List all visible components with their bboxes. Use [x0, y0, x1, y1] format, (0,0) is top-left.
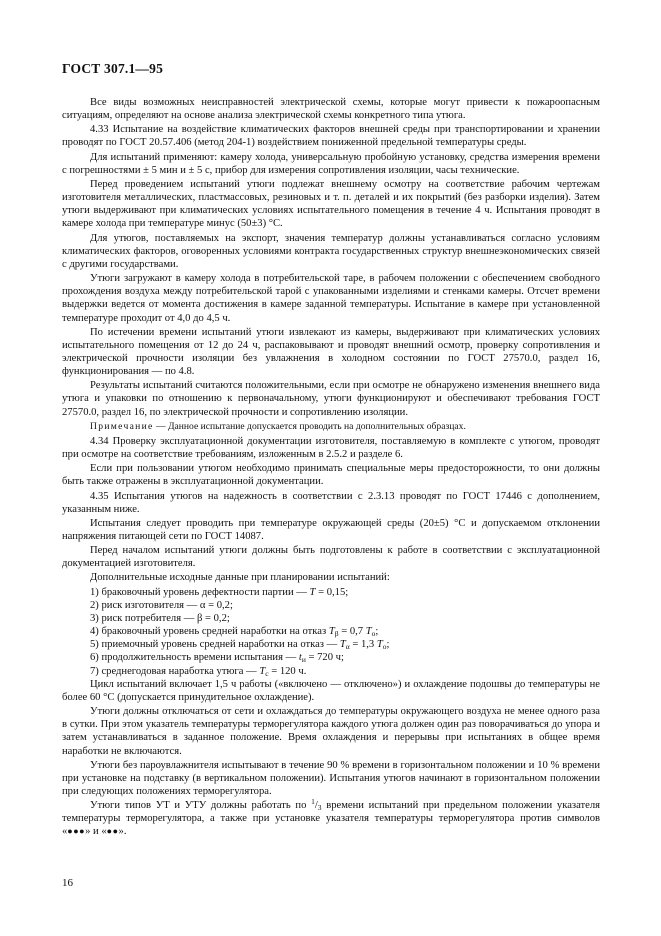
- list-item: [62, 599, 600, 612]
- paragraph-4-34: 4.34 Проверку эксплуатационной документации изготовителя, поставляемую в комплекте с утюгом, проводят при осмотре на соответствие требованиям, изложенным в 2.5.2 и разделе 6.: [62, 435, 600, 461]
- list-item-text: 4) браковочный уровень средней наработки на отказ: [90, 626, 329, 638]
- note: [62, 420, 600, 433]
- list-item: [62, 625, 600, 638]
- list-item-variable: α: [199, 599, 206, 611]
- paragraph-text: ».: [118, 826, 127, 838]
- note-label: Примечание: [90, 420, 154, 432]
- paragraph: Дополнительные исходные данные при планировании испытаний:: [90, 572, 390, 584]
- paragraph-text: » и «: [85, 826, 107, 838]
- list-item-subscript: о: [382, 642, 387, 652]
- list-item-text: 7) среднегодовая наработка утюга —: [90, 665, 260, 677]
- two-dots-symbol: ●●: [106, 826, 119, 837]
- list-item-text: 1) браковочный уровень дефектности партии —: [90, 586, 310, 598]
- list-item-value: = 0,2;: [205, 599, 233, 611]
- list-item-variable: t: [298, 652, 302, 664]
- list-item-text: 2) риск изготовителя —: [90, 599, 200, 611]
- paragraph: Утюги типов УТ и УТУ должны работать по $^1/_3$ времени испытаний при предельном положении указателя температуры терморегулятора, а также при установке указателя температуры терморегулятора против символов «●●●» и «●●».: [62, 797, 600, 838]
- list-item: [62, 665, 600, 678]
- input-data-list: [62, 586, 600, 678]
- paragraph: Цикл испытаний включает 1,5 ч работы («включено — отключено») и охлаждение подошвы до температуры не более 60 °С (допускается принудительное охлаждение).: [62, 678, 600, 703]
- note-text: — Данное испытание допускается проводить на дополнительных образцах.: [153, 420, 466, 432]
- list-item-variable: T: [309, 586, 316, 598]
- paragraph: Перед началом испытаний утюги должны быть подготовлены к работе в соответствии с эксплуатационной документацией изготовителя.: [62, 545, 600, 570]
- list-item: [62, 651, 600, 664]
- paragraph: Перед проведением испытаний утюги подлежат внешнему осмотру на соответствие рабочим чертежам изготовителя металлических, пластмассовых, резиновых и т. п. деталей и их покрытий (без разборки изделия). Затем утюги выдерживают при климатических условиях испытательного помещения в течение 4 ч. Испытания проводят в камере холода при температуре минус (50±3) °С.: [62, 178, 600, 230]
- paragraph: Если при пользовании утюгом необходимо принимать специальные меры предосторожности, то они должны быть также отражены в эксплуатационной документации.: [62, 463, 600, 488]
- list-item-end: ;: [375, 626, 379, 638]
- list-item-value: = 0,15;: [315, 586, 349, 598]
- list-item-value: = 1,3: [349, 639, 377, 651]
- list-item: [62, 612, 600, 625]
- list-item-subscript: и: [301, 655, 306, 665]
- document-header: ГОСТ 307.1—95: [62, 61, 164, 76]
- page-number: 16: [62, 877, 73, 889]
- list-item-value: = 0,7: [338, 626, 366, 638]
- paragraph: По истечении времени испытаний утюги извлекают из камеры, выдерживают при климатических условиях испытательного помещения от 12 до 24 ч, распаковывают и проводят внешний осмотр, проверку сопротивления и электрической прочности изоляции без увлажнения в холодном состоянии по ГОСТ 27570.0, раздел 16, функционирования — по 4.8.: [62, 326, 600, 378]
- list-item-subscript: о: [371, 629, 376, 639]
- list-item-variable: T: [339, 639, 346, 651]
- three-dots-symbol: ●●●: [67, 826, 86, 837]
- fraction-denominator: 3: [317, 803, 322, 813]
- paragraph: Для испытаний применяют: камеру холода, универсальную пробойную установку, средства измерения времени с погрешностями ± 5 мин и ± 5 с, прибор для измерения сопротивления изоляции, часы технические.: [62, 151, 600, 176]
- list-item-value: = 120 ч.: [268, 665, 307, 677]
- paragraph: Испытания следует проводить при температуре окружающей среды (20±5) °С и допускаемом отклонении напряжения питающей сети по ГОСТ 14087.: [62, 517, 600, 542]
- paragraph-text: Утюги типов УТ и УТУ должны работать по: [90, 800, 312, 812]
- list-item-variable: T: [328, 626, 335, 638]
- paragraph: Утюги без пароувлажнителя испытывают в течение 90 % времени в горизонтальном положении и 10 % времени при установке на подставку (в вертикальном положении). Испытания утюгов начинают в горизонтальном положении при следующих положениях терморегулятора.: [62, 759, 600, 797]
- list-item-value: = 0,2;: [202, 612, 230, 624]
- list-item-end: ;: [386, 639, 390, 651]
- paragraph: Все виды возможных неисправностей электрической схемы, которые могут привести к пожароопасным ситуациям, определяют на основе анализа электрической схемы конкретного типа утюга.: [62, 97, 600, 122]
- list-item-variable: β: [196, 612, 203, 624]
- list-item-subscript: с: [265, 668, 269, 678]
- paragraph-text: времени испытаний при предельном положении указателя температуры терморегулятора, а также при установке указателя температуры терморегулятора против символов «: [62, 800, 600, 838]
- list-item-text: 6) продолжительность времени испытания —: [90, 652, 299, 664]
- list-item-text: 3) риск потребителя —: [90, 612, 197, 624]
- list-item-subscript: β: [334, 629, 339, 639]
- paragraph: Утюги должны отключаться от сети и охлаждаться до температуры окружающего воздуха не менее одного раза в сутки. При этом указатель температуры терморегулятора каждого утюга должен один раз поворачиваться до упора и затем устанавливаться в заданное положение. Время охлаждения и перерывы при испытаниях в общее время наработки не включаются.: [62, 706, 600, 757]
- paragraph: Утюги загружают в камеру холода в потребительской таре, в рабочем положении с обеспечением свободного прохождения воздуха между потребительской тарой с упакованными изделиями и стенками камеры. Отсчет времени выдержки ведется от момента достижения в камере заданной температуры. Испытание в камере при установленной температуре проходит от 4,0 до 4,5 ч.: [62, 273, 600, 324]
- list-item-text: 5) приемочный уровень средней наработки на отказ —: [90, 639, 340, 651]
- paragraph: Для утюгов, поставляемых на экспорт, значения температур должны устанавливаться согласно условиям климатических факторов, оговоренных условиями контракта государственных структур внешнеэкономических связей с другими государствами.: [62, 232, 600, 270]
- list-item: [62, 638, 600, 651]
- list-item: [62, 586, 600, 599]
- list-item-variable: T: [376, 639, 383, 651]
- list-item-subscript: α: [345, 642, 350, 652]
- paragraph-4-33: 4.33 Испытание на воздействие климатических факторов внешней среды при транспортировании и хранении проводят по ГОСТ 20.57.406 (метод 204-1) воздействием пониженной предельной температуры среды.: [62, 124, 600, 149]
- list-item-value: = 720 ч;: [305, 652, 344, 664]
- paragraph-4-35: 4.35 Испытания утюгов на надежность в соответствии с 2.3.13 проводят по ГОСТ 17446 с дополнением, указанным ниже.: [62, 490, 600, 515]
- list-item-variable: T: [259, 665, 266, 677]
- paragraph: Результаты испытаний считаются положительными, если при осмотре не обнаружено изменения внешнего вида утюга и упаковки по отношению к первоначальному, утюги функционируют и обеспечивают требования ГОСТ 27570.0, раздел 16, по электрической прочности и сопротивлению изоляции.: [62, 380, 600, 418]
- list-item-variable: T: [365, 626, 372, 638]
- document-body: [62, 96, 600, 840]
- fraction-numerator: 1: [311, 797, 315, 807]
